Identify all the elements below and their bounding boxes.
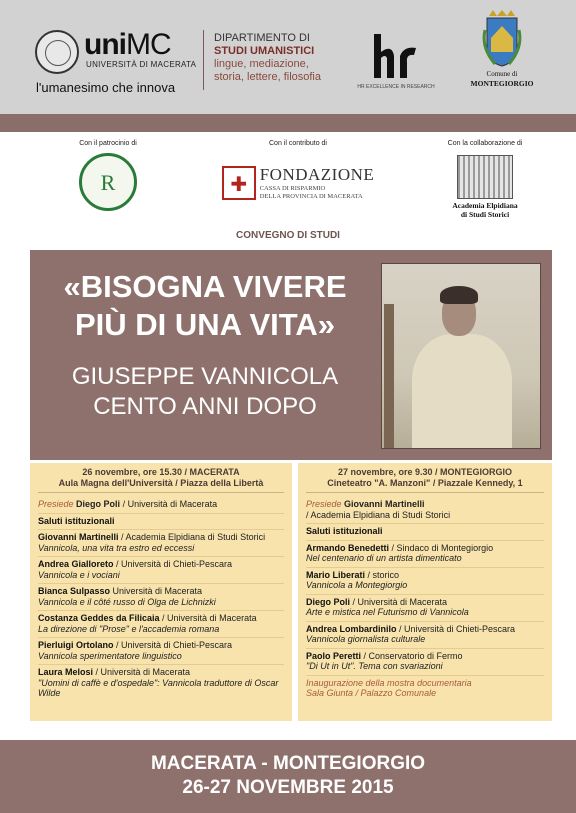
speaker-name: Laura Melosi	[38, 667, 94, 677]
program-day1	[30, 463, 292, 721]
list-item	[38, 665, 284, 702]
header-bar	[0, 0, 576, 114]
list-item	[306, 595, 544, 622]
talk-title: Vannicola e i vociani	[38, 569, 120, 580]
sponsor-collaborazione	[420, 140, 550, 219]
talk-title: Vannicola sperimentatore linguistico	[38, 650, 182, 661]
dept-line2: STUDI UMANISTICI	[214, 45, 315, 57]
day2-header-line1: 27 novembre, ore 9.30 / MONTEGIORGIO	[337, 467, 513, 477]
dept-line3: lingue, mediazione,	[214, 58, 309, 70]
fondazione-sub1: CASSA DI RISPARMIO	[259, 185, 326, 192]
talk-title: Vannicola, una vita tra estro ed eccessi	[38, 542, 195, 553]
speaker-aff: / Sindaco di Montegiorgio	[389, 542, 494, 553]
speaker-aff: / storico	[365, 569, 400, 580]
dept-line1: DIPARTIMENTO DI	[214, 32, 310, 44]
footer-bar	[0, 740, 576, 813]
speaker-aff: / Università di Chieti-Pescara	[113, 640, 233, 650]
speaker-aff: / Università di Chieti-Pescara	[113, 559, 233, 569]
speaker-name: Paolo Peretti	[306, 650, 362, 661]
speaker-aff: Università di Macerata	[110, 586, 203, 596]
talk-title: Vannicola giornalista culturale	[306, 634, 426, 644]
talk-title: Arte e mistica nel Futurismo di Vannicola	[306, 607, 469, 617]
talk-title: "Uomini di caffè e d'ospedale": Vannicola traduttore di Oscar Wilde	[38, 677, 279, 698]
presiede-label: Presiede	[306, 499, 342, 509]
speaker-name: Bianca Sulpasso	[38, 586, 111, 596]
portrait-chair	[384, 304, 394, 449]
speaker-aff: / Università di Macerata	[350, 596, 448, 607]
day1-header	[38, 467, 284, 493]
patrocinio-label: Con il patrocinio di	[79, 140, 137, 147]
day2-saluti: Saluti istituzionali	[306, 524, 544, 541]
day2-inauguration	[306, 676, 544, 702]
unimc-logo	[84, 28, 171, 62]
consiglio-regionale-logo-icon	[79, 153, 137, 211]
department-block	[214, 32, 321, 84]
speaker-name: Armando Benedetti	[306, 542, 390, 553]
footer-line2: 26-27 NOVEMBRE 2015	[182, 777, 394, 798]
sponsor-patrocinio	[58, 140, 158, 211]
list-item	[38, 530, 284, 557]
day2-header	[306, 467, 544, 493]
academia-name	[420, 201, 550, 219]
talk-title: Vannicola e il côté russo di Olga de Lichnizki	[38, 596, 216, 607]
dept-divider	[203, 30, 204, 90]
fondazione-mark-icon	[222, 166, 256, 200]
comune-crest-icon	[481, 8, 523, 70]
presiede-aff: / Università di Macerata	[120, 499, 218, 509]
hr-logo-icon	[366, 30, 426, 82]
inauguration-line1: Inaugurazione della mostra documentaria	[306, 677, 472, 688]
list-item	[306, 649, 544, 676]
day2-header-line2: Cineteatro "A. Manzoni" / Piazzale Kennedy, 1	[327, 477, 523, 488]
title-block	[30, 268, 380, 422]
comune-line1: Comune di	[486, 70, 518, 78]
collaborazione-label: Con la collaborazione di	[447, 140, 523, 147]
day2-presiede	[306, 497, 544, 524]
unimc-logo-bold: uni	[84, 28, 126, 61]
talk-title: Nel centenario di un artista dimenticato	[306, 553, 462, 563]
title-line1: «BISOGNA VIVERE	[63, 269, 347, 304]
program-day2	[298, 463, 552, 721]
academia-line2: di Studi Storici	[460, 210, 510, 219]
fondazione-name: FONDAZIONE	[259, 165, 375, 184]
subtitle-line2: CENTO ANNI DOPO	[93, 393, 317, 420]
list-item	[38, 584, 284, 611]
comune-line2: MONTEGIORGIO	[470, 79, 534, 88]
portrait-body	[412, 334, 512, 449]
speaker-aff: / Università di Macerata	[93, 667, 191, 677]
day1-header-line2: Aula Magna dell'Università / Piazza della Libertà	[58, 477, 264, 488]
sponsor-contributo	[218, 140, 378, 201]
speaker-aff: / Università di Macerata	[159, 613, 257, 623]
unimc-seal-icon	[35, 30, 79, 74]
speaker-aff: / Conservatorio di Fermo	[361, 650, 463, 661]
unimc-subtitle: UNIVERSITÀ DI MACERATA	[86, 60, 197, 69]
day1-header-line1: 26 novembre, ore 15.30 / MACERATA	[82, 467, 240, 477]
speaker-aff: / Università di Chieti-Pescara	[396, 623, 516, 634]
presiede-aff: / Academia Elpidiana di Studi Storici	[306, 509, 451, 520]
comune-block	[462, 8, 542, 89]
academia-line1: Academia Elpidiana	[452, 201, 518, 210]
footer-line1: MACERATA - MONTEGIORGIO	[150, 753, 426, 774]
speaker-name: Mario Liberati	[306, 569, 366, 580]
hr-caption: HR EXCELLENCE IN RESEARCH	[357, 84, 435, 90]
title-sub-block	[30, 362, 380, 422]
contributo-label: Con il contributo di	[269, 140, 327, 147]
talk-title: Vannicola a Montegiorgio	[306, 580, 408, 590]
list-item	[306, 568, 544, 595]
subtitle-line1: GIUSEPPE VANNICOLA	[71, 363, 339, 390]
comune-label	[462, 70, 542, 89]
speaker-name: Andrea Lombardinilo	[306, 623, 397, 634]
convegno-label: CONVEGNO DI STUDI	[236, 230, 340, 241]
speaker-name: Pierluigi Ortolano	[38, 640, 114, 650]
portrait-hair	[440, 286, 478, 304]
talk-title: "Di Ut in Ut". Tema con svariazioni	[306, 661, 443, 671]
presiede-name: Giovanni Martinelli	[344, 499, 425, 509]
title-line2: PIÙ DI UNA VITA»	[74, 307, 336, 342]
speaker-name: Andrea Gialloreto	[38, 559, 114, 569]
presiede-label: Presiede	[38, 499, 74, 509]
academia-building-icon	[457, 155, 513, 199]
vannicola-portrait	[381, 263, 541, 449]
hr-excellence-logo	[356, 30, 436, 100]
talk-title: La direzione di "Prose" e l'accademia romana	[38, 623, 220, 634]
inauguration-line2: Sala Giunta / Palazzo Comunale	[306, 688, 437, 698]
presiede-name: Diego Poli	[76, 499, 121, 509]
list-item	[38, 557, 284, 584]
unimc-motto: l'umanesimo che innova	[36, 80, 176, 95]
day1-presiede	[38, 497, 284, 514]
fondazione-sub2: DELLA PROVINCIA DI MACERATA	[259, 193, 363, 200]
dept-line4: storia, lettere, filosofia	[214, 71, 321, 83]
day1-saluti: Saluti istituzionali	[38, 514, 284, 531]
list-item	[38, 611, 284, 638]
list-item	[306, 622, 544, 649]
fondazione-text	[260, 165, 375, 201]
fondazione-logo	[218, 165, 378, 201]
speaker-name: Giovanni Martinelli	[38, 532, 119, 542]
speaker-name: Diego Poli	[306, 596, 351, 607]
header-band	[0, 114, 576, 132]
speaker-name: Costanza Geddes da Filicaia	[38, 613, 160, 623]
unimc-logo-thin: MC	[126, 28, 171, 61]
list-item	[306, 541, 544, 568]
list-item	[38, 638, 284, 665]
speaker-aff: / Academia Elpidiana di Studi Storici	[118, 532, 266, 542]
